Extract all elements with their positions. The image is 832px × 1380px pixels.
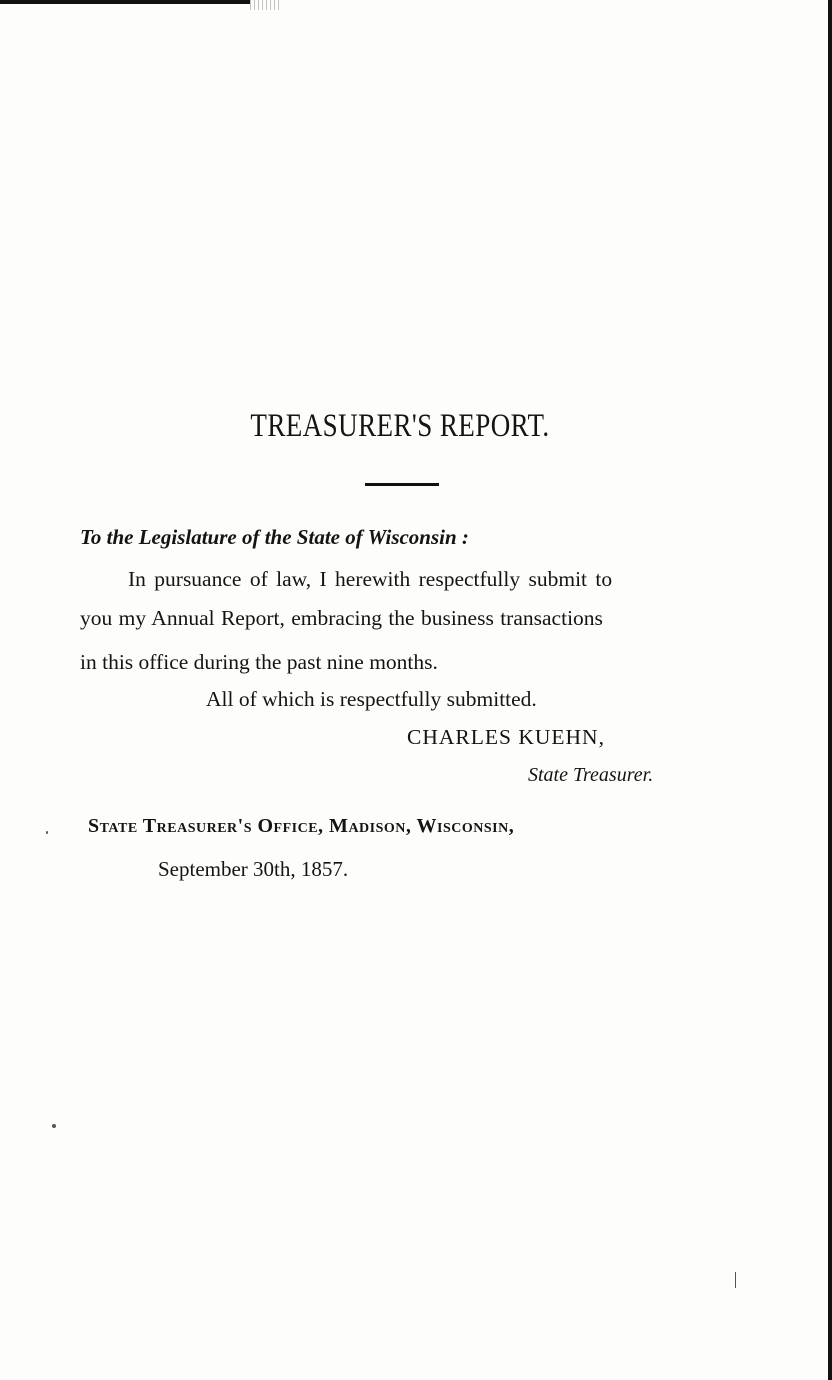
body-line-1: In pursuance of law, I herewith respectfully submit to [128,567,613,591]
scan-speck [52,1124,56,1128]
scan-noise [250,0,280,10]
scan-speck [735,1272,736,1288]
report-title: TREASURER'S REPORT. [250,408,550,444]
title-rule [365,483,439,486]
closing-line: All of which is respectfully submitted. [206,687,537,711]
salutation: To the Legislature of the State of Wisconsin : [80,525,469,549]
top-edge-mark [0,0,250,4]
signer-title: State Treasurer. [528,764,654,786]
scan-speck [46,831,48,834]
office-line: State Treasurer's Office, Madison, Wisconsin, [88,815,515,837]
date-line: September 30th, 1857. [158,857,349,881]
body-line-3: in this office during the past nine months. [80,650,438,674]
page-edge [828,0,832,1380]
signer-name: CHARLES KUEHN, [407,725,605,749]
body-line-2: you my Annual Report, embracing the business transactions [80,606,603,630]
